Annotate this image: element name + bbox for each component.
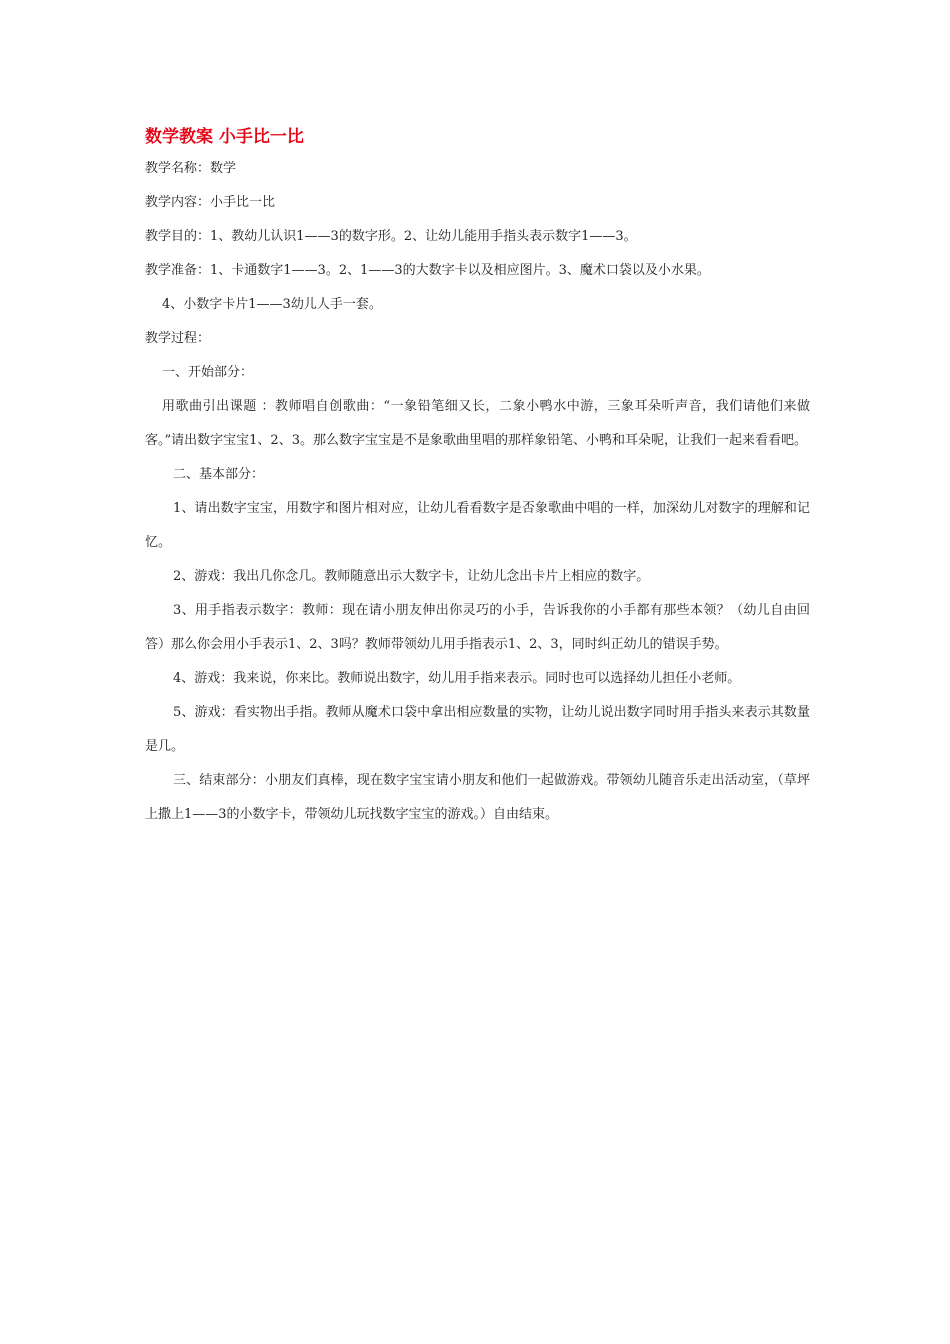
teaching-preparation: 教学准备：1、卡通数字1——3。2、1——3的大数字卡以及相应图片。3、魔术口袋以及小水果。 [145, 263, 710, 278]
step-five: 5、游戏：看实物出手指。教师从魔术口袋中拿出相应数量的实物，让幼儿说出数字同时用手指头来表示其数量是几。 [145, 705, 810, 754]
step-three: 3、用手指表示数字：教师：现在请小朋友伸出你灵巧的小手，告诉我你的小手都有那些本领？（幼儿自由回答）那么你会用小手表示1、2、3吗？教师带领幼儿用手指表示1、2、3，同时纠正幼儿的错误手势。 [145, 603, 810, 652]
step-four: 4、游戏：我来说，你来比。教师说出数字，幼儿用手指来表示。同时也可以选择幼儿担任小老师。 [173, 671, 741, 686]
teaching-goal: 教学目的：1、教幼儿认识1——3的数字形。2、让幼儿能用手指头表示数字1——3。 [145, 229, 637, 244]
part-one-heading: 一、开始部分： [162, 365, 254, 380]
step-two: 2、游戏：我出几你念几。教师随意出示大数字卡，让幼儿念出卡片上相应的数字。 [173, 569, 650, 584]
document-title: 数学教案 小手比一比 [145, 127, 304, 147]
part-two-heading: 二、基本部分： [173, 467, 265, 482]
teaching-preparation-item-4: 4、小数字卡片1——3幼儿人手一套。 [162, 297, 382, 312]
teaching-content: 教学内容：小手比一比 [145, 195, 276, 210]
part-one-text: 用歌曲引出课题 ：教师唱自创歌曲：“一象铅笔细又长，二象小鸭水中游，三象耳朵听声音，我们请他们来做客。”请出数字宝宝1、2、3。那么数字宝宝是不是象歌曲里唱的那样象铅笔、小鸭和耳朵呢，让我们一起来看看吧。 [145, 399, 810, 448]
step-one: 1、请出数字宝宝，用数字和图片相对应，让幼儿看看数字是否象歌曲中唱的一样，加深幼儿对数字的理解和记忆。 [145, 501, 810, 550]
teaching-process-heading: 教学过程： [145, 331, 211, 346]
part-three-text: 三、结束部分：小朋友们真棒，现在数字宝宝请小朋友和他们一起做游戏。带领幼儿随音乐走出活动室，（草坪上撒上1——3的小数字卡，带领幼儿玩找数字宝宝的游戏。）自由结束。 [145, 773, 810, 822]
document-page [145, 124, 810, 832]
teaching-name: 教学名称：数学 [145, 161, 237, 176]
